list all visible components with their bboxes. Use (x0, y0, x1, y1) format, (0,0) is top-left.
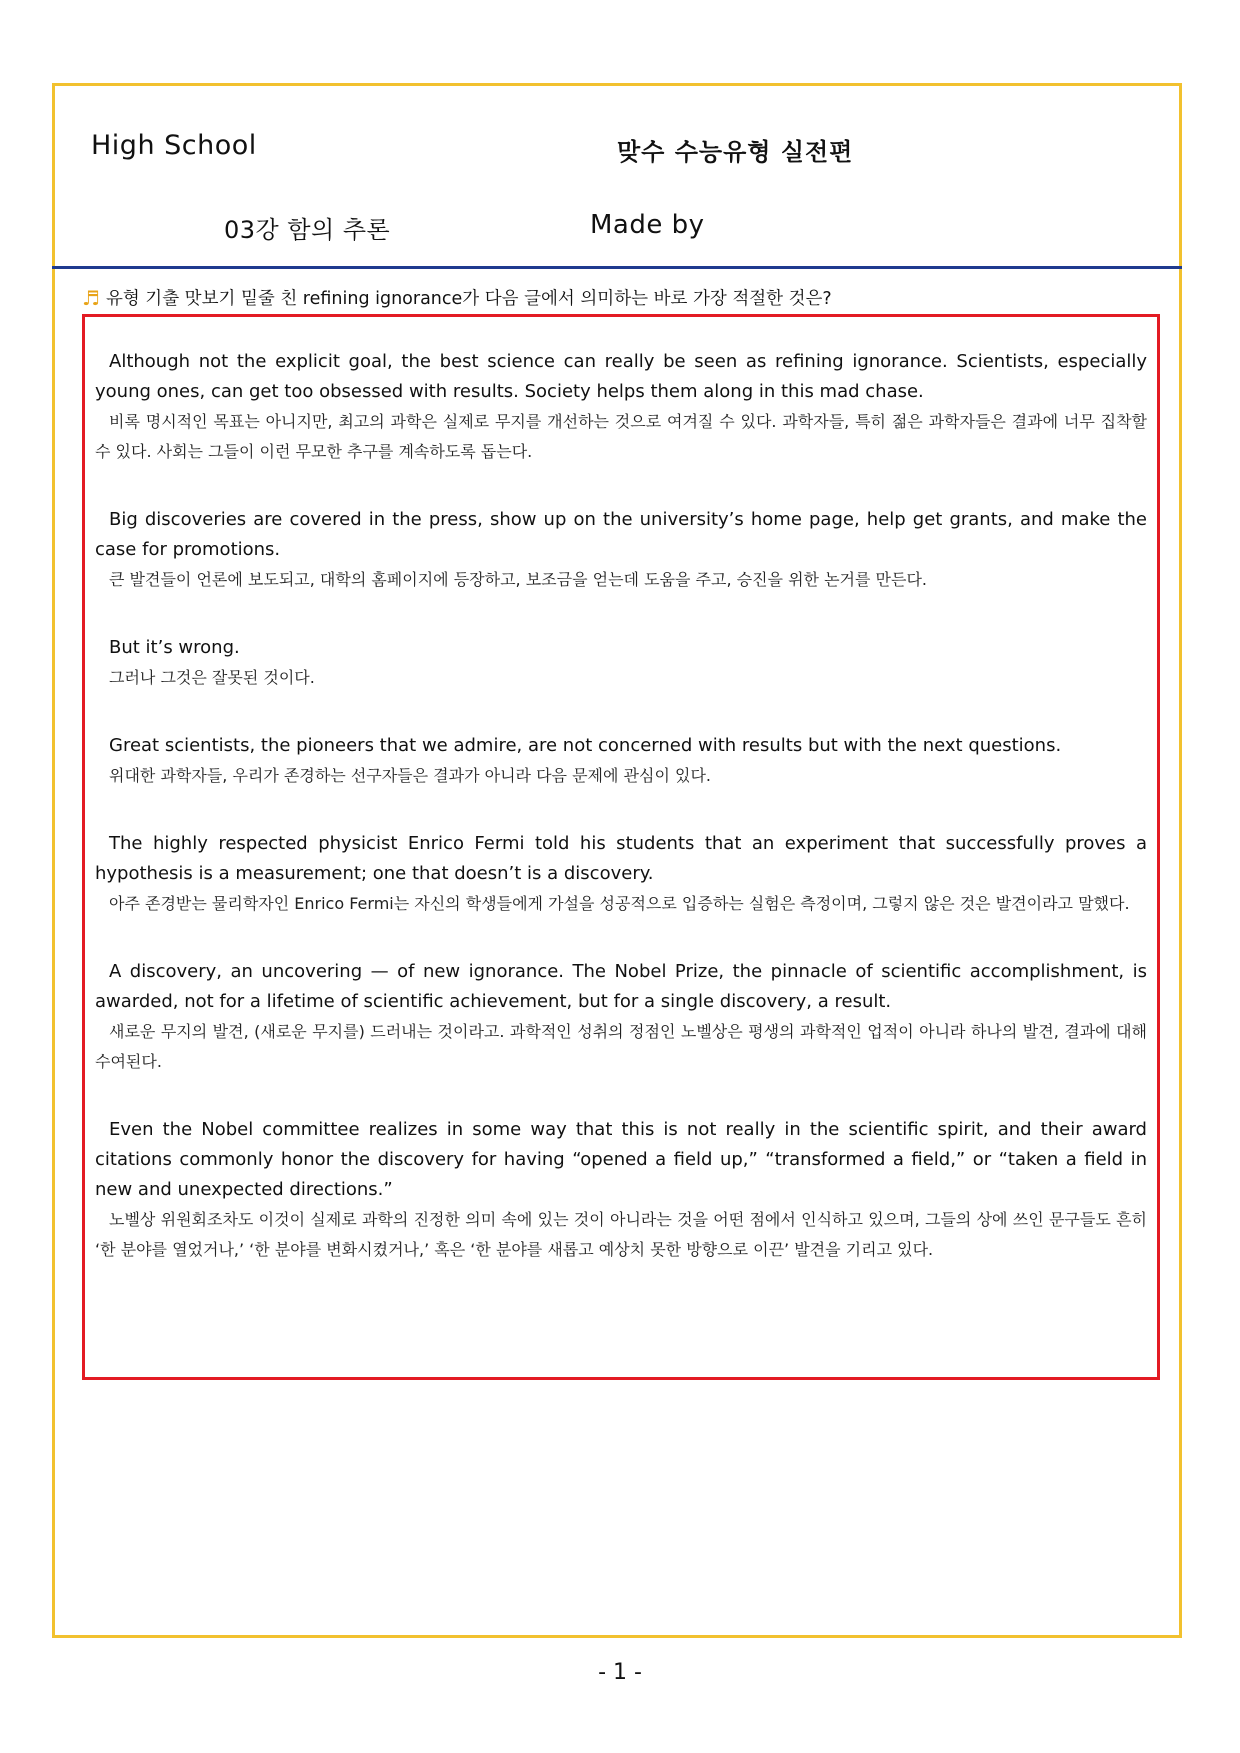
passage-paragraph (95, 1115, 1147, 1265)
passage-paragraph (95, 829, 1147, 919)
english-sentence: Although not the explicit goal, the best science can really be seen as refining ignorance. Scientists, especially young ones, can get too obsessed with results. Society helps them along in this mad chase. (95, 351, 1147, 402)
korean-translation: 비록 명시적인 목표는 아니지만, 최고의 과학은 실제로 무지를 개선하는 것으로 여겨질 수 있다. 과학자들, 특히 젊은 과학자들은 결과에 너무 집착할 수 있다. 사회는 그들이 이런 무모한 추구를 계속하도록 돕는다. (95, 412, 1147, 461)
english-sentence: A discovery, an uncovering — of new ignorance. The Nobel Prize, the pinnacle of scientific accomplishment, is awarded, not for a lifetime of scientific achievement, but for a single discovery, a result. (95, 961, 1147, 1012)
passage-paragraph (95, 731, 1147, 791)
korean-translation: 아주 존경받는 물리학자인 Enrico Fermi는 자신의 학생들에게 가설을 성공적으로 입증하는 실험은 측정이며, 그렇지 않은 것은 발견이라고 말했다. (109, 894, 1130, 913)
header-divider (52, 266, 1182, 269)
question-prompt (82, 285, 832, 310)
korean-translation: 그러나 그것은 잘못된 것이다. (109, 668, 315, 687)
english-sentence: Even the Nobel committee realizes in some way that this is not really in the scientific spirit, and their award citations commonly honor the discovery for having “opened a field up,” “transformed a field,” or “taken a field in new and unexpected directions.” (95, 1119, 1147, 1200)
passage-paragraph (95, 633, 1147, 693)
passage-paragraph (95, 505, 1147, 595)
passage-box (82, 314, 1160, 1380)
passage-paragraph (95, 957, 1147, 1077)
english-sentence: Great scientists, the pioneers that we admire, are not concerned with results but with the next questions. (109, 735, 1062, 756)
page-number: - 1 - (598, 1660, 642, 1685)
korean-translation: 큰 발견들이 언론에 보도되고, 대학의 홈페이지에 등장하고, 보조금을 얻는데 도움을 주고, 승진을 위한 논거를 만든다. (109, 570, 927, 589)
question-text: 유형 기출 맛보기 밑줄 친 refining ignorance가 다음 글에서 의미하는 바로 가장 적절한 것은? (105, 289, 832, 309)
level-label: High School (91, 130, 257, 161)
music-note-icon: ♬ (82, 285, 100, 310)
english-sentence: But it’s wrong. (109, 637, 240, 658)
passage-paragraph (95, 347, 1147, 467)
book-title: 맞수 수능유형 실전편 (617, 138, 854, 166)
korean-translation: 위대한 과학자들, 우리가 존경하는 선구자들은 결과가 아니라 다음 문제에 관심이 있다. (109, 766, 711, 785)
made-by-label: Made by (590, 210, 705, 240)
english-sentence: The highly respected physicist Enrico Fermi told his students that an experiment that successfully proves a hypothesis is a measurement; one that doesn’t is a discovery. (95, 833, 1147, 884)
lesson-title: 03강 함의 추론 (224, 216, 391, 244)
english-sentence: Big discoveries are covered in the press, show up on the university’s home page, help get grants, and make the case for promotions. (95, 509, 1147, 560)
korean-translation: 노벨상 위원회조차도 이것이 실제로 과학의 진정한 의미 속에 있는 것이 아니라는 것을 어떤 점에서 인식하고 있으며, 그들의 상에 쓰인 문구들도 흔히 ‘한 분야를 열었거나,’ ‘한 분야를 변화시켰거나,’ 혹은 ‘한 분야를 새롭고 예상치 못한 방향으로 이끈’ 발견을 기리고 있다. (95, 1210, 1147, 1259)
korean-translation: 새로운 무지의 발견, (새로운 무지를) 드러내는 것이라고. 과학적인 성취의 정점인 노벨상은 평생의 과학적인 업적이 아니라 하나의 발견, 결과에 대해 수여된다. (95, 1022, 1147, 1071)
